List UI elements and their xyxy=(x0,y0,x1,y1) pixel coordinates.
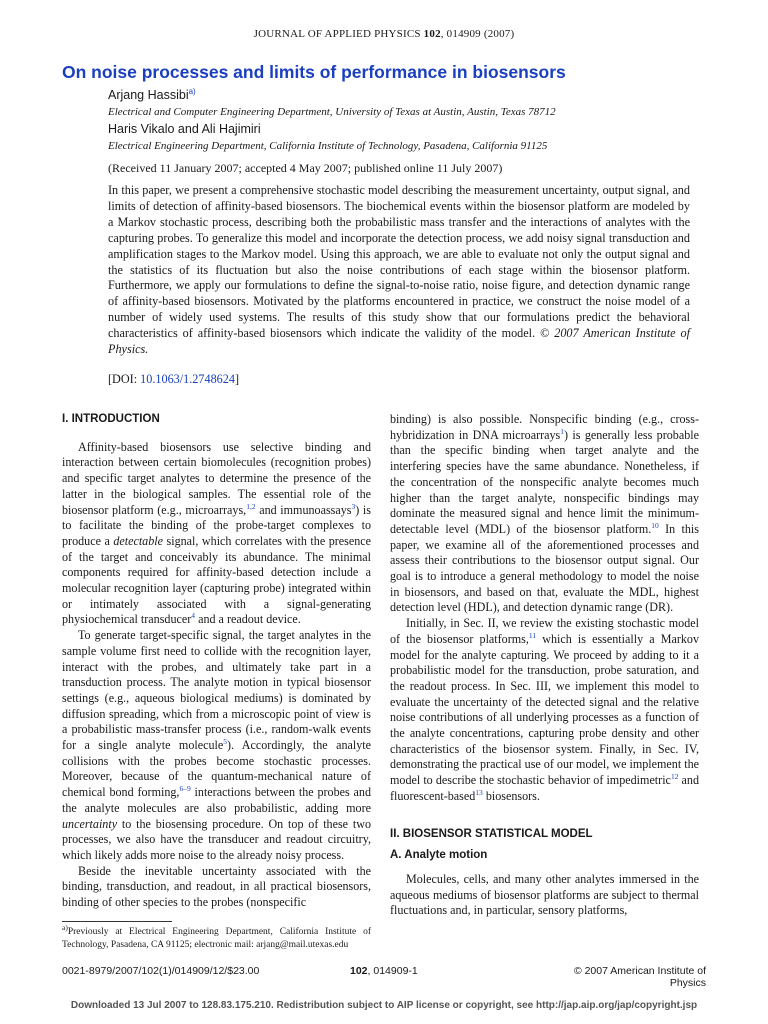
affiliation-1: Electrical and Computer Engineering Department, University of Texas at Austin, Austin, Texas 78712 xyxy=(108,106,556,118)
paragraph-4: binding) is also possible. Nonspecific binding (e.g., cross-hybridization in DNA microarrays$^1$) is generally less probable than the specific binding when target analyte and the interfering species have the same abundance. Nonetheless, if the concentration of the nonspecific analyte becomes much higher than the target analyte, nonspecific bindings may dominate the measured signal and hence limit the minimum-detectable level (MDL) of the biosensor platform.$^{10}$ In this paper, we examine all of the aforementioned processes and assess their contributions to the biosensor output signal. Our goal is to introduce a general methodology to model the noise in biosensors, and based on that, evaluate the MDL, highest detection level (HDL), and detection dynamic range (DR). xyxy=(390,412,699,615)
citation[interactable]: 5 xyxy=(223,737,227,747)
citation[interactable]: 12 xyxy=(670,772,679,782)
section-heading-model: II. BIOSENSOR STATISTICAL MODEL xyxy=(390,827,593,840)
doi-link[interactable]: 10.1063/1.2748624 xyxy=(140,372,235,386)
citation[interactable]: 1 xyxy=(560,426,565,436)
paragraph-1: Affinity-based biosensors use selective binding and interaction between certain biomolecules (recognition probes) and specific target analytes to determine the presence of the latter in the biological samples. The essential role of the biosensor platform (e.g., microarrays,$^{1,2}$ and immunoassays$^3$) is to facilitate the binding of the probe-target complexes to produce a detectable signal, which correlates with the presence of the target and conceivably its abundance. The minimal components required for affinity-based detection include a molecular recognition layer (capturing probe) integrated within or intimately associated with a signal-generating physiochemical transducer$^4$ and a readout device. xyxy=(62,439,371,627)
author-2: Haris Vikalo and Ali Hajimiri xyxy=(108,122,261,136)
paragraph-3: Beside the inevitable uncertainty associated with the binding, transduction, and readout, in all practical biosensors, binding of other species to the probes (nonspecific xyxy=(62,863,371,910)
footer-copyright: © 2007 American Institute of Physics xyxy=(573,965,706,989)
author-1: Arjang Hassibi$^{a)}$ xyxy=(108,86,196,102)
abstract-text: In this paper, we present a comprehensive stochastic model describing the measurement uncertainty, output signal, and limits of detection of affinity-based biosensors. The biochemical events within the biosensor platform are modeled by a Markov stochastic process, describing both the probabilistic mass transfer and the interactions of analytes with the capturing probes. To generalize this model and incorporate the detection process, we add noisy signal transduction and amplification stages to the Markov model. Using this approach, we are able to evaluate not only the output signal and the statistics of its fluctuation but also the noise contributions of each stage within the biosensor platform. Furthermore, we apply our formulations to define the signal-to-noise ratio, noise figure, and detection dynamic range of affinity-based biosensors. Motivated by the platforms encountered in practice, we construct the noise model of a number of widely used systems. The results of this study show that our formulations predict the behavioral characteristics of affinity-based biosensors which indicate the validity of the model. xyxy=(108,183,690,341)
footnote-divider xyxy=(62,921,172,922)
journal-name: JOURNAL OF APPLIED PHYSICS xyxy=(253,28,421,40)
left-column xyxy=(62,412,371,911)
footnote: $^{a)}$Previously at Electrical Engineering Department, California Institute of Technology, Pasadena, CA 91125; electronic mail: arjang@mail.utexas.edu xyxy=(62,922,371,950)
citation[interactable]: 13 xyxy=(475,787,483,797)
received-dates: (Received 11 January 2007; accepted 4 May 2007; published online 11 July 2007) xyxy=(108,161,503,175)
journal-volume: 102 xyxy=(423,28,441,40)
footer-page-number: 102, 014909-1 xyxy=(350,965,418,977)
subsection-heading-analyte-motion: A. Analyte motion xyxy=(390,849,488,862)
citation[interactable]: 1,2 xyxy=(246,501,256,511)
citation[interactable]: 4 xyxy=(191,611,196,621)
footer-issn: 0021-8979/2007/102(1)/014909/12/$23.00 xyxy=(62,965,260,977)
doi: [DOI: 10.1063/1.2748624] xyxy=(108,372,240,386)
section-heading-introduction: I. INTRODUCTION xyxy=(62,413,160,425)
citation[interactable]: 6–9 xyxy=(179,784,191,794)
affiliation-2: Electrical Engineering Department, California Institute of Technology, Pasadena, California 91125 xyxy=(108,140,548,152)
abstract-copyright: © 2007 American Institute of Physics. xyxy=(108,326,690,357)
citation[interactable]: 3 xyxy=(351,501,356,511)
journal-header xyxy=(0,28,768,40)
citation[interactable]: 10 xyxy=(651,520,659,530)
paragraph-2: To generate target-specific signal, the target analytes in the sample volume first need to collide with the recognition layer, interact with the probes, and ultimately take part in a transduction process. The analyte motion in typical biosensor settings (e.g., aqueous biological mediums) is dominated by diffusion spreading, which from a microscopic point of view is a probabilistic mass-transfer process (i.e., random-walk events for a single analyte molecule$^5$). Accordingly, the analyte collisions with the probes become stochastic processes. Moreover, because of the quantum-mechanical nature of chemical bond forming,$^{6-9}$ interactions between the probes and the analyte molecules are also probabilistic, adding more uncertainty to the biosensing procedure. On top of these two processes, we also have the transducer and readout circuitry, which likely adds more noise to the already noisy process. xyxy=(62,628,371,862)
download-notice: Downloaded 13 Jul 2007 to 128.83.175.210. Redistribution subject to AIP license or copyright, see http://jap.aip.org/jap/copyright.jsp xyxy=(70,1000,698,1011)
citation[interactable]: 11 xyxy=(528,630,537,640)
journal-article: , 014909 (2007) xyxy=(440,28,515,40)
paragraph-5: Initially, in Sec. II, we review the existing stochastic model of the biosensor platforms,$^{11}$ which is essentially a Markov model for the analyte capturing. We proceed by adding to it a probabilistic model for the transduction, probe saturation, and the readout process. In Sec. III, we implement this model to evaluate the uncertainty of the detected signal and the relative noise contributions of all underlying processes as a function of the analyte concentrations, capturing probe density and other characteristics of the biosensor system. Finally, in Sec. IV, demonstrating the practical use of our model, we implement the model to describe the stochastic behavior of impedimetric$^{12}$ and fluorescent-based$^{13}$ biosensors. xyxy=(390,616,699,803)
paper-title: On noise processes and limits of performance in biosensors xyxy=(62,62,566,82)
right-column xyxy=(390,412,699,919)
author-footnote-mark[interactable]: a) xyxy=(188,86,196,96)
abstract xyxy=(108,183,690,358)
paragraph-6: Molecules, cells, and many other analytes immersed in the aqueous mediums of biosensor platforms are subject to thermal fluctuations and, in particular, sensory platforms, xyxy=(390,871,699,918)
